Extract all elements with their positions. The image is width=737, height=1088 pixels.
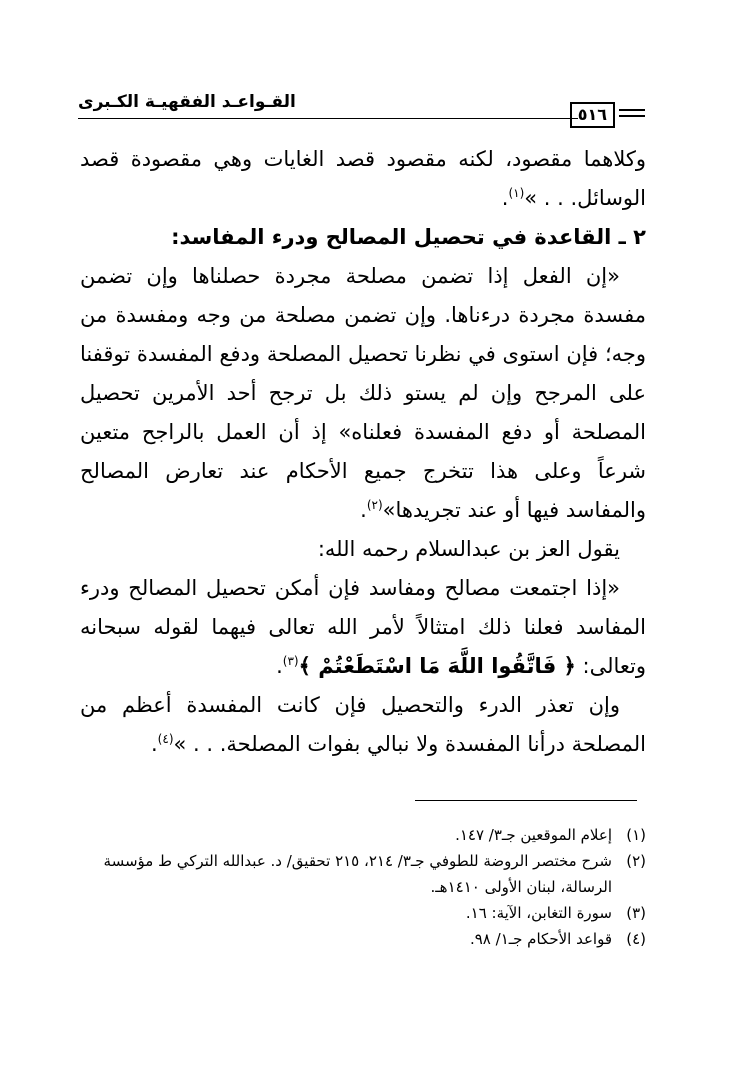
- header-ornament: [619, 109, 645, 111]
- footnote-number: (١): [626, 826, 646, 844]
- running-title: القـواعـد الفقهيـة الكـبرى: [78, 92, 296, 112]
- paragraph: وإن تعذر الدرء والتحصيل فإن كانت المفسدة أعظم من المصلحة درأنا المفسدة ولا نبالي بفوات المصلحة. . . »$^{(٤)}$.: [80, 693, 646, 756]
- paragraph: «إن الفعل إذا تضمن مصلحة مجردة حصلناها وإن تضمن مفسدة مجردة درءناها. وإن تضمن مصلحة من وجه ومفسدة من وجه؛ فإن استوى في نظرنا تحصيل المصلحة ودفع المفسدة توقفنا على المرجح وإن لم يستو ذلك بل ترجح أحد الأمرين تحصيل المصلحة أو دفع المفسدة فعلناه» إذ أن العمل بالراجح متعين شرعاً وعلى هذا تتخرج جميع الأحكام عند تعارض المصالح والمفاسد فيها أو عند تجريدها»$^{(٢)}$.: [80, 264, 646, 522]
- header-rule: [78, 118, 578, 119]
- footnote-ref: (١): [508, 186, 525, 200]
- footnote-text: إعلام الموقعين جـ٣/ ١٤٧.: [455, 826, 612, 844]
- footnote-number: (٣): [626, 904, 646, 922]
- paragraph: يقول العز بن عبدالسلام رحمه الله:: [317, 537, 620, 561]
- footnote-text: شرح مختصر الروضة للطوفي جـ٣/ ٢١٤، ٢١٥ تحقيق/ د. عبدالله التركي ط مؤسسة الرسالة، لبنان الأولى ١٤١٠هـ.: [103, 852, 612, 896]
- page-number: ٥١٦: [570, 102, 615, 128]
- header-ornament: [619, 115, 645, 117]
- main-text: [80, 140, 646, 764]
- footnote: [80, 926, 646, 952]
- section-heading: ٢ ـ القاعدة في تحصيل المصالح ودرء المفاسد:: [171, 225, 646, 249]
- footnote: [80, 822, 646, 848]
- footnote-number: (٤): [626, 930, 646, 948]
- page-header: [78, 92, 645, 136]
- paragraph: «إذا اجتمعت مصالح ومفاسد فإن أمكن تحصيل المصالح ودرء المفاسد فعلنا ذلك امتثالاً لأمر الله تعالى فيهما لقوله سبحانه وتعالى: ﴿ فَاتَّقُوا اللَّهَ مَا اسْتَطَعْتُمْ ﴾$^{(٣)}$.: [80, 576, 646, 678]
- footnote-ref: (٢): [366, 498, 383, 512]
- footnote-separator: [415, 800, 637, 801]
- footnote-text: سورة التغابن، الآية: ١٦.: [465, 904, 612, 922]
- footnote: [80, 900, 646, 926]
- footnote-ref: (٣): [282, 654, 299, 668]
- paragraph: وكلاهما مقصود، لكنه مقصود قصد الغايات وهي مقصودة قصد الوسائل. . . »$^{(١)}$.: [80, 147, 646, 210]
- footnotes: [80, 822, 646, 952]
- paragraph-text: «إذا اجتمعت مصالح ومفاسد فإن أمكن تحصيل المصالح ودرء المفاسد فعلنا ذلك امتثالاً لأمر الله تعالى فيهما لقوله سبحانه وتعالى:: [80, 576, 646, 678]
- footnote-text: قواعد الأحكام جـ١/ ٩٨.: [469, 930, 612, 948]
- paragraph-text: وكلاهما مقصود، لكنه مقصود قصد الغايات وهي مقصودة قصد الوسائل. . . »: [80, 147, 646, 210]
- quran-verse: ﴿ فَاتَّقُوا اللَّهَ مَا اسْتَطَعْتُمْ ﴾: [298, 654, 576, 678]
- footnote: [80, 848, 646, 900]
- footnote-ref: (٤): [157, 732, 174, 746]
- paragraph-text: وإن تعذر الدرء والتحصيل فإن كانت المفسدة أعظم من المصلحة درأنا المفسدة ولا نبالي بفوات المصلحة. . . »: [80, 693, 646, 756]
- footnote-number: (٢): [626, 852, 646, 870]
- paragraph-text: «إن الفعل إذا تضمن مصلحة مجردة حصلناها وإن تضمن مفسدة مجردة درءناها. وإن تضمن مصلحة من وجه ومفسدة من وجه؛ فإن استوى في نظرنا تحصيل المصلحة ودفع المفسدة توقفنا على المرجح وإن لم يستو ذلك بل ترجح أحد الأمرين تحصيل المصلحة أو دفع المفسدة فعلناه» إذ أن العمل بالراجح متعين شرعاً وعلى هذا تتخرج جميع الأحكام عند تعارض المصالح والمفاسد فيها أو عند تجريدها»: [80, 264, 646, 522]
